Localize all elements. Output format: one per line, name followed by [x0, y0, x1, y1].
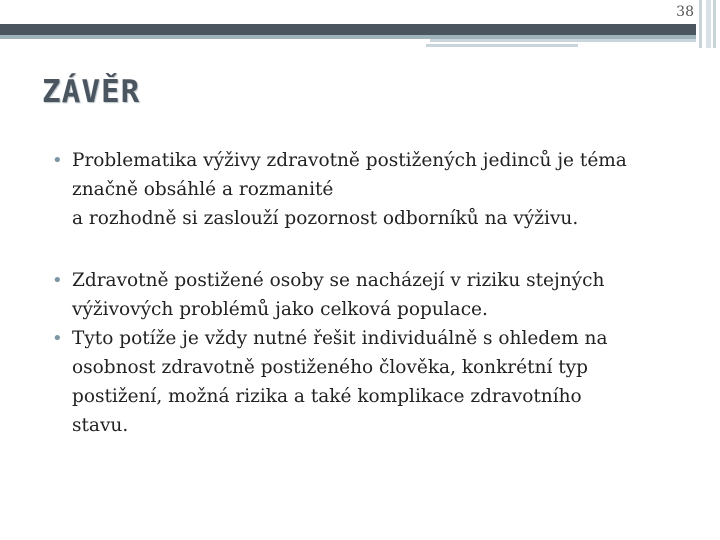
- bullet-text-line: stavu.: [72, 415, 129, 436]
- bullet-item: [52, 324, 702, 440]
- bullet-text-line: a rozhodně si zaslouží pozornost odborníků na výživu.: [72, 208, 579, 229]
- bullet-list: [52, 146, 702, 440]
- decorative-strip: [713, 0, 716, 48]
- decorative-strip: [706, 0, 711, 48]
- bullet-text-line: Tyto potíže je vždy nutné řešit individuálně s ohledem na: [72, 328, 608, 349]
- bullet-icon: •: [52, 270, 63, 291]
- decorative-strip: [699, 0, 702, 48]
- header-accent-line-secondary: [430, 39, 696, 42]
- slide-number: 38: [676, 4, 694, 20]
- bullet-text-line: osobnost zdravotně postiženého člověka, konkrétní typ: [72, 357, 588, 378]
- header-bar: [0, 24, 696, 35]
- bullet-icon: •: [52, 328, 63, 349]
- bullet-text-line: značně obsáhlé a rozmanité: [72, 179, 334, 200]
- bullet-text-line: Zdravotně postižené osoby se nacházejí v riziku stejných: [72, 270, 605, 291]
- bullet-item: [52, 266, 702, 324]
- bullet-icon: •: [52, 150, 63, 171]
- bullet-text-line: Problematika výživy zdravotně postižených jedinců je téma: [72, 150, 627, 171]
- bullet-text-line: postižení, možná rizika a také komplikace zdravotního: [72, 386, 582, 407]
- bullet-item: [52, 146, 702, 233]
- bullet-text-line: výživových problémů jako celková populace.: [72, 299, 488, 320]
- header-accent-line-tertiary: [426, 44, 578, 47]
- slide-title: ZÁVĚR: [42, 74, 141, 110]
